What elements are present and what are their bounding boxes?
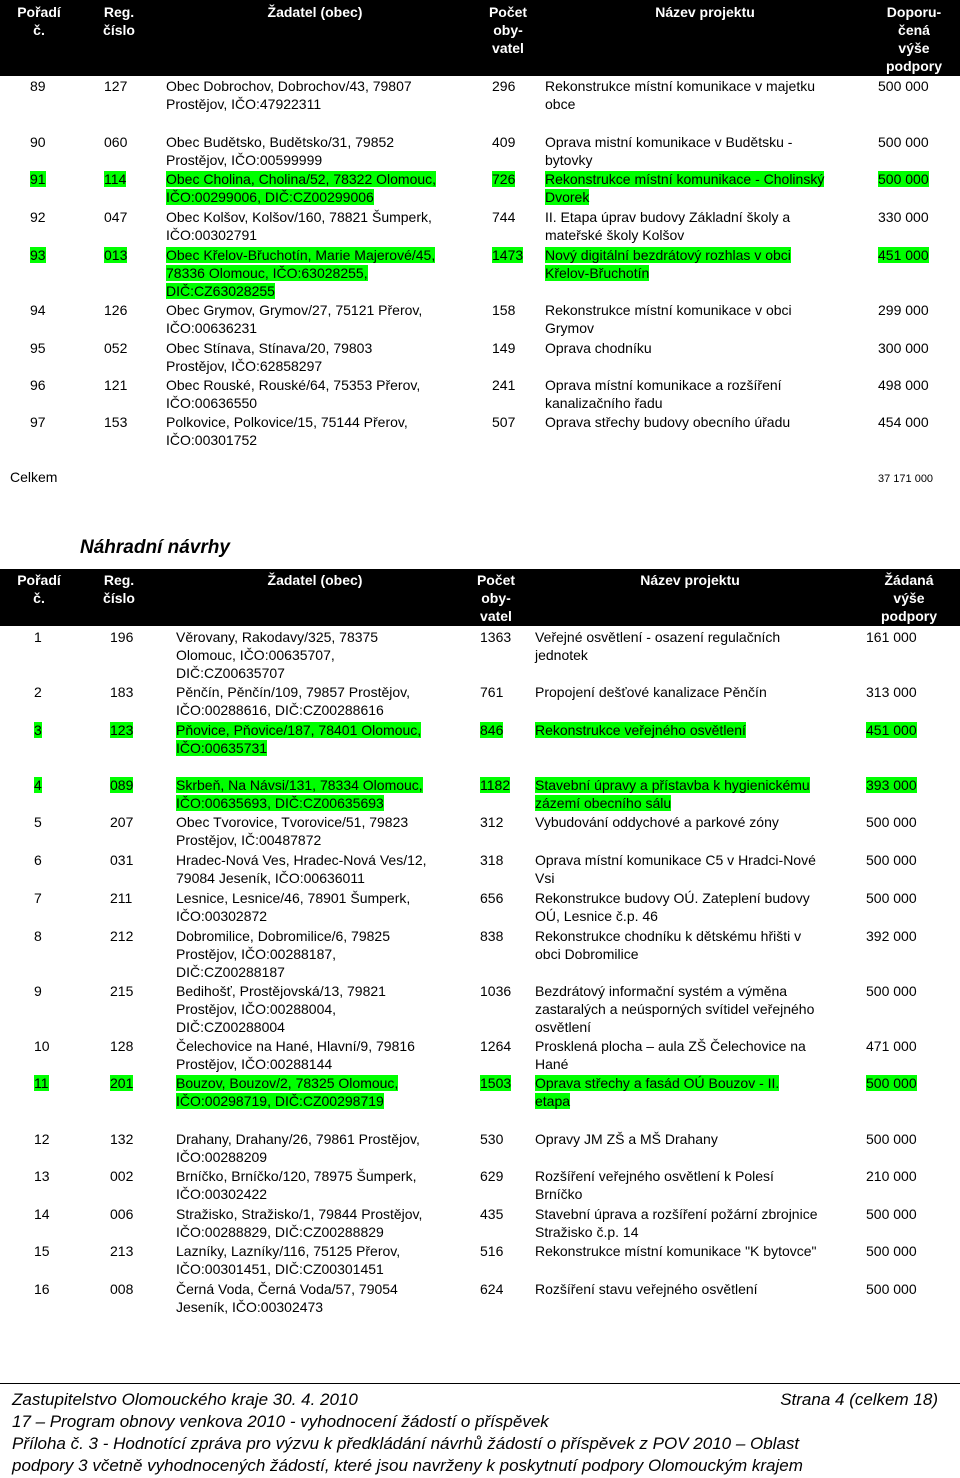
cell-pop: 318 — [480, 852, 504, 868]
highlighted-text: 393 000 — [866, 777, 917, 793]
cell-amount: 500 000 — [866, 983, 917, 999]
cell-project — [545, 170, 865, 206]
cell-applicant: Hradec-Nová Ves, Hradec-Nová Ves/12, 79084 Jeseník, IČO:00636011 — [176, 852, 427, 886]
footer-line3: Příloha č. 3 - Hodnotící zpráva pro výzvu k předkládání návrhů žádostí o příspěvek z POV 2010 – Oblast — [12, 1434, 800, 1453]
cell-project: Rozšíření veřejného osvětlení k Polesí Brníčko — [535, 1168, 774, 1202]
cell-project: II. Etapa úprav budovy Základní školy a mateřské školy Kolšov — [545, 209, 791, 243]
highlighted-text: Rekonstrukce místní komunikace - Cholinský Dvorek — [545, 171, 825, 205]
cell-amount: 500 000 — [866, 1243, 917, 1259]
cell-amount: 299 000 — [878, 302, 929, 318]
cell-pop — [492, 170, 538, 188]
cell-reg: 213 — [110, 1243, 134, 1259]
cell-amount: 498 000 — [878, 377, 929, 393]
highlighted-text: Obec Cholina, Cholina/52, 78322 Olomouc, IČO:00299006, DIČ:CZ00299006 — [166, 171, 437, 205]
highlighted-text: Nový digitální bezdrátový rozhlas v obci Křelov-Břuchotín — [545, 247, 791, 281]
footer-line2: 17 – Program obnovy venkova 2010 - vyhodnocení žádostí o příspěvek — [12, 1412, 549, 1431]
cell-pop: 296 — [492, 78, 516, 94]
highlighted-text: 013 — [104, 247, 128, 263]
cell-pop: 1036 — [480, 983, 512, 999]
cell-order: 16 — [34, 1281, 50, 1297]
highlighted-text: Pňovice, Pňovice/187, 78401 Olomouc, IČO:00635731 — [176, 722, 422, 756]
highlighted-text: 089 — [110, 777, 134, 793]
highlighted-text: 500 000 — [866, 1075, 917, 1091]
cell-order: 5 — [34, 814, 42, 830]
cell-reg: 211 — [110, 890, 133, 906]
cell-reg: 047 — [104, 209, 128, 225]
cell-pop: 530 — [480, 1131, 504, 1147]
cell-amount: 500 000 — [878, 78, 929, 94]
cell-project: Vybudování oddychové a parkové zóny — [535, 814, 779, 830]
cell-applicant: Drahany, Drahany/26, 79861 Prostějov, IČO:00288209 — [176, 1131, 420, 1165]
col-header-project: Název projektu — [640, 572, 740, 588]
cell-reg: 207 — [110, 814, 134, 830]
col-header-reg: Reg. číslo — [103, 4, 135, 38]
cell-applicant: Polkovice, Polkovice/15, 75144 Přerov, IČO:00301752 — [166, 414, 408, 448]
cell-pop: 838 — [480, 928, 504, 944]
cell-reg: 128 — [110, 1038, 134, 1054]
cell-amount: 471 000 — [866, 1038, 917, 1054]
cell-project: Bezdrátový informační systém a výměna zastaralých a neúsporných svítidel veřejného osvětlení — [535, 983, 815, 1035]
cell-pop: 761 — [480, 684, 504, 700]
col-header-applicant: Žadatel (obec) — [267, 572, 363, 588]
highlighted-text: Rekonstrukce veřejného osvětlení — [535, 722, 746, 738]
cell-order: 15 — [34, 1243, 50, 1259]
highlighted-text: 451 000 — [878, 247, 929, 263]
highlighted-text: 123 — [110, 722, 134, 738]
cell-pop: 149 — [492, 340, 516, 356]
table2-header — [0, 569, 960, 626]
cell-project — [545, 246, 865, 282]
cell-project: Prosklená plocha – aula ZŠ Čelechovice na Hané — [535, 1038, 806, 1072]
cell-pop: 629 — [480, 1168, 504, 1184]
cell-order: 6 — [34, 852, 42, 868]
cell-amount: 500 000 — [878, 134, 929, 150]
total-value: 37 171 000 — [878, 473, 934, 485]
cell-order: 10 — [34, 1038, 50, 1054]
cell-reg: 183 — [110, 684, 134, 700]
cell-reg — [110, 1074, 160, 1092]
cell-applicant: Obec Grymov, Grymov/27, 75121 Přerov, IČO:00636231 — [166, 302, 423, 336]
cell-reg: 126 — [104, 302, 128, 318]
cell-order: 90 — [30, 134, 46, 150]
cell-reg: 002 — [110, 1168, 134, 1184]
cell-reg: 215 — [110, 983, 134, 999]
cell-order: 12 — [34, 1131, 50, 1147]
highlighted-text: 91 — [30, 171, 46, 187]
highlighted-text: 1182 — [480, 777, 511, 793]
cell-project: Rekonstrukce budovy OÚ. Zateplení budovy OÚ, Lesnice č.p. 46 — [535, 890, 810, 924]
cell-project: Opravy JM ZŠ a MŠ Drahany — [535, 1131, 718, 1147]
cell-applicant: Brníčko, Brníčko/120, 78975 Šumperk, IČO:00302422 — [176, 1168, 417, 1202]
cell-order: 7 — [34, 890, 42, 906]
highlighted-text: 3 — [34, 722, 42, 738]
cell-amount: 210 000 — [866, 1168, 917, 1184]
highlighted-text: 4 — [34, 777, 42, 793]
cell-reg: 006 — [110, 1206, 134, 1222]
cell-applicant — [176, 1074, 476, 1110]
cell-reg: 153 — [104, 414, 128, 430]
col-header-reg: Reg. číslo — [103, 572, 135, 606]
cell-pop — [480, 1074, 526, 1092]
cell-amount — [866, 776, 956, 794]
cell-pop: 656 — [480, 890, 504, 906]
cell-order — [30, 246, 80, 264]
col-header-project: Název projektu — [655, 4, 755, 20]
cell-reg — [104, 170, 154, 188]
highlighted-text: Skrbeň, Na Návsi/131, 78334 Olomouc, IČO:00635693, DIČ:CZ00635693 — [176, 777, 423, 811]
col-header-order: Pořadí č. — [17, 572, 61, 606]
cell-reg: 132 — [110, 1131, 134, 1147]
cell-pop: 624 — [480, 1281, 504, 1297]
cell-amount — [878, 170, 958, 188]
highlighted-text: Stavební úpravy a přístavba k hygienickému zázemí obecního sálu — [535, 777, 810, 811]
cell-amount: 500 000 — [866, 814, 917, 830]
col-header-applicant: Žadatel (obec) — [267, 4, 363, 20]
cell-order — [34, 721, 74, 739]
cell-order: 1 — [34, 629, 42, 645]
total-label: Celkem — [10, 469, 58, 485]
cell-amount: 300 000 — [878, 340, 929, 356]
cell-order: 89 — [30, 78, 46, 94]
cell-reg: 031 — [110, 852, 134, 868]
cell-amount: 500 000 — [866, 890, 917, 906]
cell-reg — [110, 776, 160, 794]
cell-project: Rekonstrukce místní komunikace "K bytovce" — [535, 1243, 817, 1259]
highlighted-text: Obec Křelov-Břuchotín, Marie Majerové/45, 78336 Olomouc, IČO:63028255, DIČ:CZ63028255 — [166, 247, 436, 299]
cell-applicant: Bedihošť, Prostějovská/13, 79821 Prostějov, IČO:00288004, DIČ:CZ00288004 — [176, 983, 386, 1035]
col-header-amount: Žádaná výše podpory — [881, 572, 937, 624]
cell-amount: 454 000 — [878, 414, 929, 430]
cell-applicant — [176, 776, 476, 812]
highlighted-text: 500 000 — [878, 171, 929, 187]
highlighted-text: 93 — [30, 247, 46, 263]
cell-project: Oprava chodníku — [545, 340, 652, 356]
cell-reg: 060 — [104, 134, 128, 150]
cell-order: 2 — [34, 684, 42, 700]
cell-reg: 196 — [110, 629, 134, 645]
cell-order: 97 — [30, 414, 46, 430]
cell-amount — [866, 1074, 956, 1092]
cell-order: 13 — [34, 1168, 50, 1184]
cell-order: 96 — [30, 377, 46, 393]
cell-applicant: Obec Stínava, Stínava/20, 79803 Prostějov, IČO:62858297 — [166, 340, 373, 374]
cell-applicant: Obec Dobrochov, Dobrochov/43, 79807 Prostějov, IČO:47922311 — [166, 78, 412, 112]
cell-project: Oprava místní komunikace C5 v Hradci-Nové Vsi — [535, 852, 816, 886]
highlighted-text: 1473 — [492, 247, 524, 263]
cell-order — [34, 776, 74, 794]
footer-line4: podpory 3 včetně vyhodnocených žádostí, které jsou navrženy k poskytnutí podpory Olomouckým krajem — [12, 1456, 803, 1475]
highlighted-text: 114 — [104, 171, 127, 187]
cell-applicant: Dobromilice, Dobromilice/6, 79825 Prostějov, IČO:00288187, DIČ:CZ00288187 — [176, 928, 390, 980]
cell-applicant — [166, 170, 476, 206]
cell-amount — [866, 721, 956, 739]
cell-pop: 1264 — [480, 1038, 512, 1054]
cell-pop — [480, 776, 526, 794]
highlighted-text: 11 — [34, 1075, 49, 1091]
cell-pop: 516 — [480, 1243, 504, 1259]
cell-amount: 330 000 — [878, 209, 929, 225]
footer-divider — [0, 1383, 960, 1384]
cell-applicant — [176, 721, 476, 757]
cell-order — [34, 1074, 74, 1092]
cell-applicant: Obec Tvorovice, Tvorovice/51, 79823 Prostějov, IČ:00487872 — [176, 814, 409, 848]
highlighted-text: Bouzov, Bouzov/2, 78325 Olomouc, IČO:00298719, DIČ:CZ00298719 — [176, 1075, 399, 1109]
cell-project: Oprava mistní komunikace v Budětsku - bytovky — [545, 134, 793, 168]
col-header-population: Počet oby- vatel — [488, 4, 528, 56]
col-header-population: Počet oby- vatel — [476, 572, 516, 624]
highlighted-text: 1503 — [480, 1075, 512, 1091]
cell-applicant: Pěnčín, Pěnčín/109, 79857 Prostějov, IČO:00288616, DIČ:CZ00288616 — [176, 684, 411, 718]
cell-order: 14 — [34, 1206, 50, 1222]
cell-pop: 744 — [492, 209, 516, 225]
col-header-order: Pořadí č. — [17, 4, 61, 38]
cell-pop: 241 — [492, 377, 516, 393]
cell-reg: 052 — [104, 340, 128, 356]
cell-order — [30, 170, 80, 188]
cell-order: 95 — [30, 340, 46, 356]
cell-reg — [104, 246, 154, 264]
cell-reg: 212 — [110, 928, 134, 944]
highlighted-text: 846 — [480, 722, 504, 738]
cell-amount: 392 000 — [866, 928, 917, 944]
cell-reg: 127 — [104, 78, 128, 94]
cell-amount: 500 000 — [866, 1131, 917, 1147]
cell-amount: 500 000 — [866, 1281, 917, 1297]
highlighted-text: 726 — [492, 171, 516, 187]
cell-applicant: Stražisko, Stražisko/1, 79844 Prostějov, IČO:00288829, DIČ:CZ00288829 — [176, 1206, 423, 1240]
cell-pop: 158 — [492, 302, 516, 318]
cell-project: Rekonstrukce místní komunikace v majetku obce — [545, 78, 815, 112]
cell-pop — [480, 721, 526, 739]
cell-reg — [110, 721, 160, 739]
cell-project: Rekonstrukce místní komunikace v obci Grymov — [545, 302, 792, 336]
cell-order: 92 — [30, 209, 46, 225]
cell-applicant: Obec Kolšov, Kolšov/160, 78821 Šumperk, IČO:00302791 — [166, 209, 432, 243]
cell-pop: 409 — [492, 134, 516, 150]
cell-amount: 500 000 — [866, 1206, 917, 1222]
cell-applicant — [166, 246, 476, 300]
highlighted-text: 451 000 — [866, 722, 917, 738]
table1-header — [0, 0, 960, 76]
cell-applicant: Čelechovice na Hané, Hlavní/9, 79816 Prostějov, IČO:00288144 — [176, 1038, 415, 1072]
cell-pop: 507 — [492, 414, 516, 430]
cell-project — [535, 1074, 860, 1110]
cell-project — [535, 721, 860, 739]
cell-applicant: Obec Budětsko, Budětsko/31, 79852 Prostějov, IČO:00599999 — [166, 134, 395, 168]
cell-pop: 435 — [480, 1206, 504, 1222]
footer-line1-left: Zastupitelstvo Olomouckého kraje 30. 4. 2010 — [12, 1390, 358, 1409]
cell-project: Veřejné osvětlení - osazení regulačních jednotek — [535, 629, 781, 663]
cell-amount: 313 000 — [866, 684, 917, 700]
cell-order: 9 — [34, 983, 42, 999]
section-title: Náhradní návrhy — [80, 537, 230, 558]
cell-applicant: Lesnice, Lesnice/46, 78901 Šumperk, IČO:00302872 — [176, 890, 411, 924]
cell-project: Rozšíření stavu veřejného osvětlení — [535, 1281, 758, 1297]
cell-pop — [492, 246, 538, 264]
cell-applicant: Černá Voda, Černá Voda/57, 79054 Jeseník, IČO:00302473 — [176, 1281, 398, 1315]
col-header-amount: Doporu- čená výše podpory — [886, 4, 942, 74]
cell-applicant: Obec Rouské, Rouské/64, 75353 Přerov, IČO:00636550 — [166, 377, 421, 411]
cell-order: 8 — [34, 928, 42, 944]
cell-project — [535, 776, 860, 812]
cell-amount: 161 000 — [866, 629, 917, 645]
cell-reg: 121 — [104, 377, 128, 393]
cell-amount — [878, 246, 958, 264]
footer-page-number: Strana 4 (celkem 18) — [780, 1390, 938, 1409]
cell-project: Oprava střechy budovy obecního úřadu — [545, 414, 791, 430]
cell-project: Rekonstrukce chodníku k dětskému hřišti v obci Dobromilice — [535, 928, 802, 962]
cell-applicant: Věrovany, Rakodavy/325, 78375 Olomouc, IČO:00635707, DIČ:CZ00635707 — [176, 629, 379, 681]
highlighted-text: 201 — [110, 1075, 134, 1091]
cell-project: Propojení dešťové kanalizace Pěnčín — [535, 684, 767, 700]
cell-reg: 008 — [110, 1281, 134, 1297]
cell-order: 94 — [30, 302, 46, 318]
cell-pop: 1363 — [480, 629, 512, 645]
cell-project: Stavební úprava a rozšíření požární zbrojnice Stražisko č.p. 14 — [535, 1206, 818, 1240]
cell-pop: 312 — [480, 814, 504, 830]
cell-project: Oprava místní komunikace a rozšíření kanalizačního řadu — [545, 377, 782, 411]
highlighted-text: Oprava střechy a fasád OÚ Bouzov - II. etapa — [535, 1075, 780, 1109]
cell-applicant: Lazníky, Lazníky/116, 75125 Přerov, IČO:00301451, DIČ:CZ00301451 — [176, 1243, 401, 1277]
cell-amount: 500 000 — [866, 852, 917, 868]
